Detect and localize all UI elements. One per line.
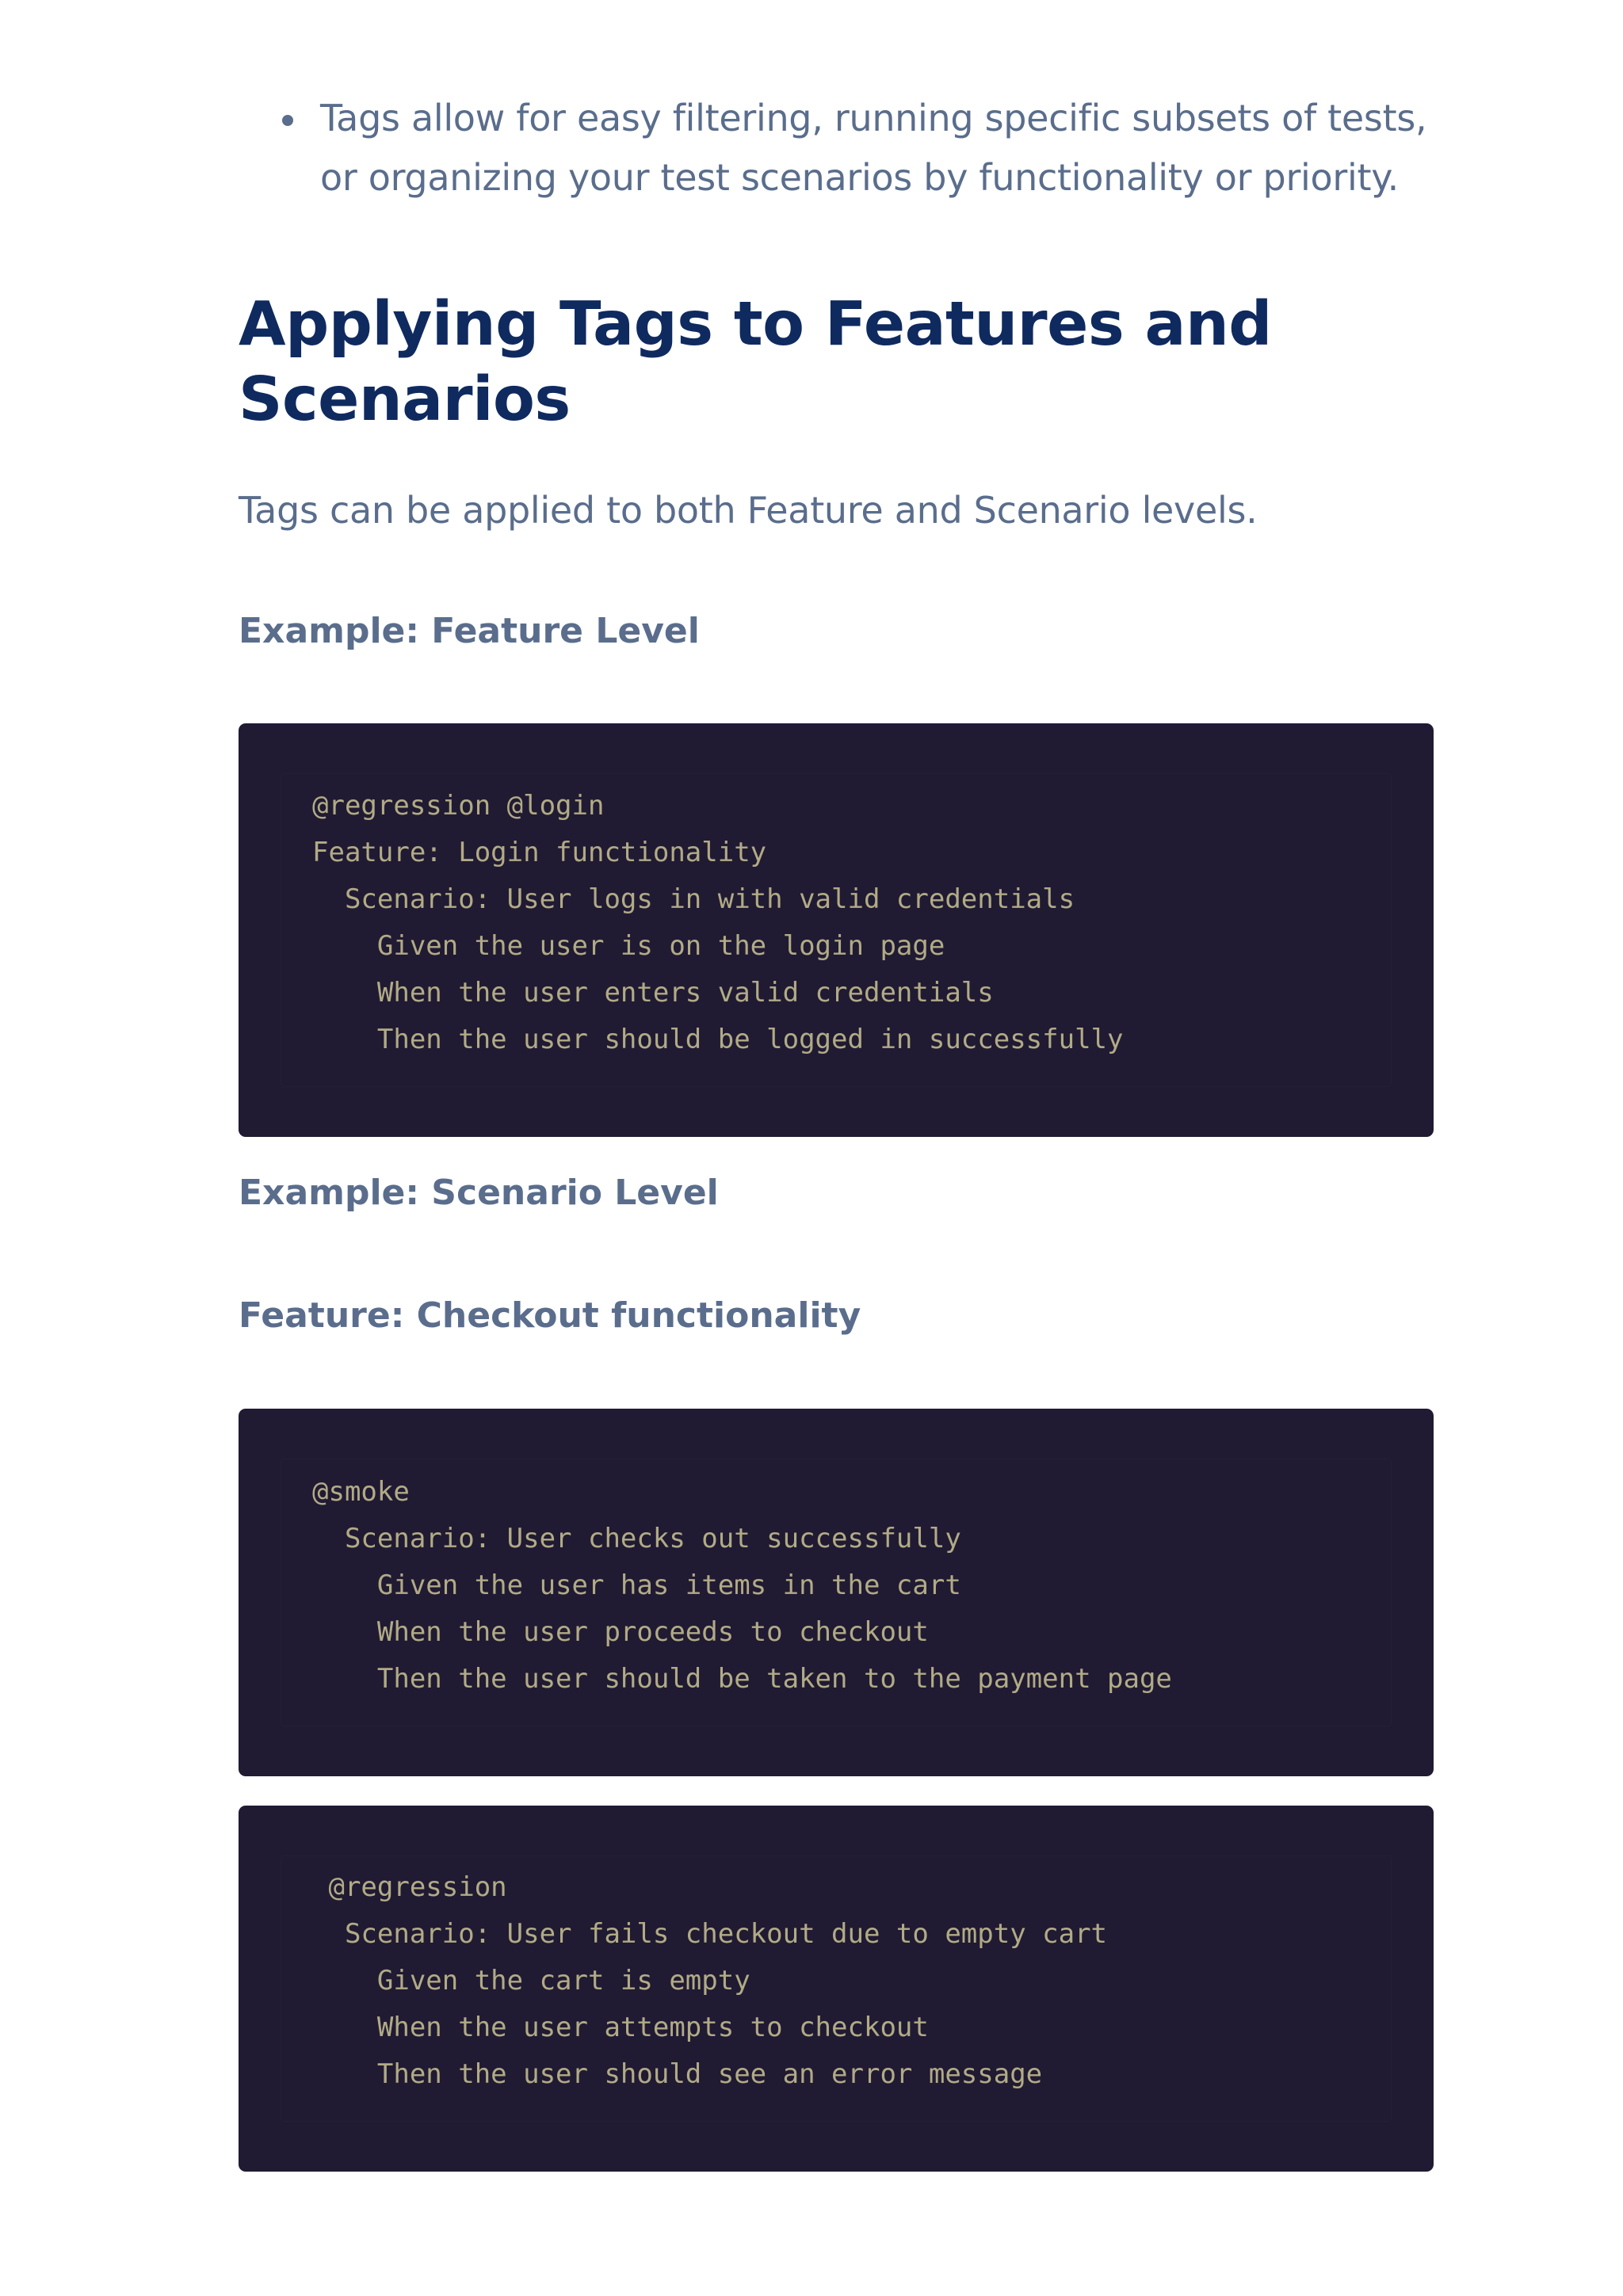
section-heading: Applying Tags to Features and Scenarios [239, 289, 1272, 435]
intro-paragraph: Tags can be applied to both Feature and Scenario levels. [239, 489, 1258, 532]
checkout-feature-heading: Feature: Checkout functionality [239, 1295, 861, 1336]
bullet-text: Tags allow for easy filtering, running specific subsets of tests, or organizing your test scenarios by functionality or priority. [320, 97, 1427, 199]
list-item [239, 89, 1434, 208]
bullet-dot [282, 115, 293, 126]
code-block-smoke-scenario [239, 1409, 1434, 1776]
example-feature-level-heading: Example: Feature Level [239, 611, 700, 651]
example-scenario-level-heading: Example: Scenario Level [239, 1173, 719, 1213]
code-block-feature-level [239, 723, 1434, 1137]
code-text-feature-level: @regression @login Feature: Login functionality Scenario: User logs in with valid credentials Given the user is on the login page When the user enters valid credentials Then the user should be logged in successfully [312, 790, 1124, 1055]
bullet-list [239, 89, 1434, 208]
code-block-regression-scenario [239, 1806, 1434, 2172]
code-text-smoke-scenario: @smoke Scenario: User checks out successfully Given the user has items in the cart When the user proceeds to checkout Then the user should be taken to the payment page [312, 1476, 1172, 1695]
code-text-regression-scenario: @regression Scenario: User fails checkout due to empty cart Given the cart is empty When the user attempts to checkout Then the user should see an error message [328, 1871, 1108, 2090]
